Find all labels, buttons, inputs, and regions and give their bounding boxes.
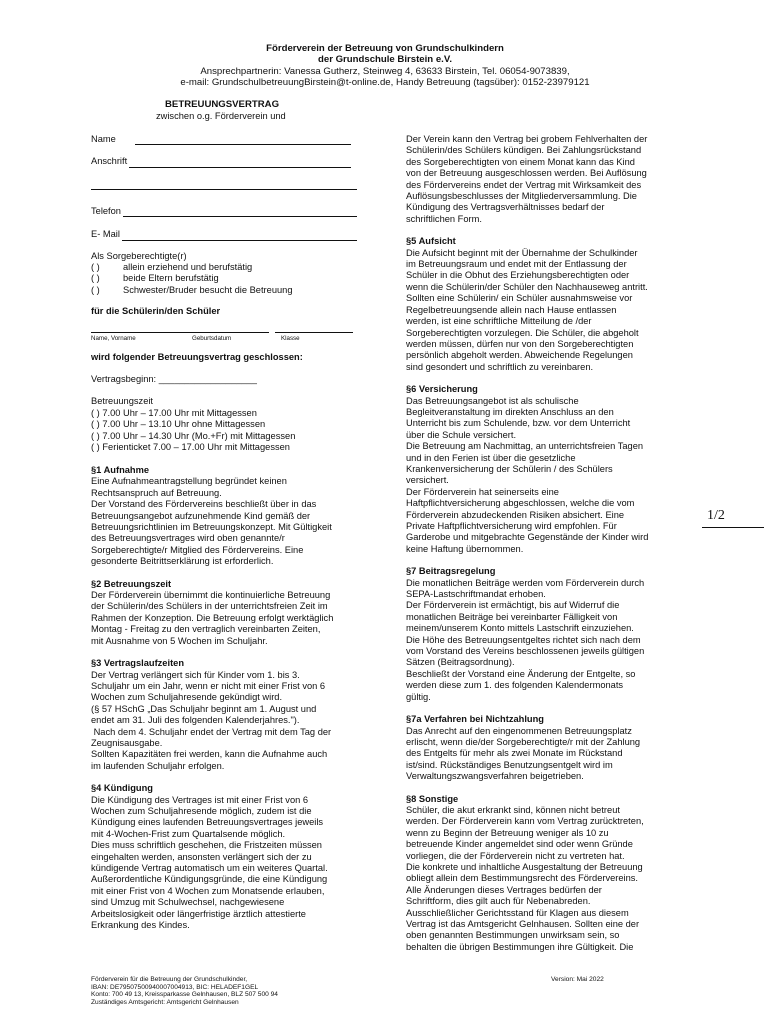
section-line: Schriftform, dies gilt auch für Nebenabreden. bbox=[406, 896, 591, 907]
phone-label: Telefon bbox=[91, 205, 121, 216]
email-field[interactable] bbox=[91, 229, 357, 240]
section-line: Betreuungsrichtlinien im Betreuungskonzept. Mit Gültigkeit bbox=[91, 522, 332, 533]
section-line: Die Betreuung am Nachmittag, an unterrichtsfreien Tagen bbox=[406, 441, 644, 452]
care-time-checkbox[interactable]: ( ) bbox=[91, 419, 100, 430]
section-sonstige bbox=[406, 794, 710, 954]
section-line: Die Höhe des Betreuungsentgeltes richtet sich nach dem bbox=[406, 634, 641, 645]
section-line: persönlich abgeholt werden. Abweichende Regelungen bbox=[406, 350, 633, 361]
section-line: Die Aufsicht beginnt mit der Übernahme der Schulkinder bbox=[406, 247, 638, 258]
section-line: schriftlichen Form. bbox=[406, 213, 482, 224]
section-line: Garderobe und mitgebrachte Gegenstände der Kinder wird bbox=[406, 532, 649, 543]
agreement-line: wird folgender Betreuungsvertrag geschlossen: bbox=[91, 351, 303, 362]
section-line: Schuljahr um ein Jahr, wenn er nicht mit einer Frist von 6 bbox=[91, 680, 326, 691]
section-line: Sätzen (Beitragsordnung). bbox=[406, 657, 515, 668]
guardian-checkbox[interactable]: ( ) bbox=[91, 262, 100, 273]
guardian-option-text: allein erziehend und berufstätig bbox=[123, 262, 253, 273]
section-nichtzahlung bbox=[406, 714, 710, 782]
section-line: werden diese zum 1. des folgenden Kalendermonats bbox=[406, 680, 624, 691]
section-line: SEPA-Lastschriftmandat erhoben. bbox=[406, 589, 546, 600]
footer-line: IBAN: DE79507500940007004913, BIC: HELADEF1GEL bbox=[91, 983, 259, 991]
section-line: von der Betreuung ausgeschlossen werden. Bei Auflösung bbox=[406, 168, 647, 179]
guardian-checkbox[interactable]: ( ) bbox=[91, 273, 100, 284]
section-line: Schüler, die akut erkrankt sind, können nicht betreut bbox=[406, 804, 620, 815]
contact-email: e-mail: GrundschulbetreuungBirstein@t-online.de, Handy Betreuung (tagsüber): 0152-23979121 bbox=[180, 77, 590, 88]
school-name: der Grundschule Birstein e.V. bbox=[318, 54, 452, 65]
section-line: Private Haftpflichtversicherung wird empfohlen. Für bbox=[406, 521, 617, 531]
section-line: Die monatlichen Beiträge werden vom Förderverein durch bbox=[406, 577, 645, 588]
section-line: im Betreuungsraum und endet mit der Entlassung der bbox=[406, 259, 627, 270]
footer-version: Version: Mai 2022 bbox=[551, 976, 604, 983]
section-line: im laufenden Schuljahr erfolgen. bbox=[91, 760, 225, 771]
section-line: Alle Änderungen dieses Vertrages bedürfen der bbox=[406, 884, 602, 895]
section-line: Beschließt der Vorstand eine Änderung der Entgelte, so bbox=[406, 668, 636, 679]
page-number-underline bbox=[702, 527, 764, 528]
section-line: eingehalten werden, ansonsten verlängert sich der zu bbox=[91, 851, 312, 862]
email-label: E- Mail bbox=[91, 229, 120, 240]
section-line: gesonderte Beitrittserklärung ist erforderlich. bbox=[91, 556, 274, 567]
section-line: mit einer Frist von 4 Wochen zum Monatsende erlauben, bbox=[91, 885, 325, 896]
footer-bank-info bbox=[91, 976, 278, 1006]
guardian-label: Als Sorgeberechtigte(r) bbox=[91, 250, 187, 261]
section-line: Ausschließlicher Gerichtsstand für Klagen aus diesem bbox=[406, 907, 629, 918]
section-line: Eine Aufnahmeantragstellung begründet keinen bbox=[91, 476, 287, 487]
section-heading: §3 Vertragslaufzeiten bbox=[91, 658, 185, 669]
name-input-line[interactable] bbox=[135, 135, 351, 145]
section-line: Sorgeberechtigten vorzulegen. Die Schüler, die abgeholt bbox=[406, 327, 639, 338]
section-line: über die Schule versichert. bbox=[406, 429, 517, 440]
care-times-label: Betreuungszeit bbox=[91, 396, 154, 407]
section-line: (§ 57 HSchG „Das Schuljahr beginnt am 1. August und bbox=[91, 703, 317, 714]
care-time-text: 7.00 Uhr – 13.10 Uhr ohne Mittagessen bbox=[102, 419, 266, 430]
right-sections bbox=[406, 134, 710, 953]
student-name-line[interactable] bbox=[91, 332, 269, 333]
section-beitragsregelung bbox=[406, 566, 710, 703]
section-line: und in den Ferien ist über die gesetzliche bbox=[406, 452, 576, 463]
section-line: oben genannten Bestimmungen unwirksam sein, so bbox=[406, 930, 620, 941]
section-line: Der Förderverein hat seinerseits eine bbox=[406, 486, 559, 497]
care-time-checkbox[interactable]: ( ) bbox=[91, 442, 100, 453]
section-line: Montag - Freitag zu den vertraglich vereinbarten Zeiten, bbox=[91, 624, 321, 635]
section-line: Erkrankung des Kindes. bbox=[91, 920, 190, 931]
section-line: werden. Der Förderverein kann vom Vertrag zurücktreten, bbox=[406, 816, 644, 827]
contract-subtitle: zwischen o.g. Förderverein und bbox=[156, 111, 286, 121]
section-heading: §6 Versicherung bbox=[406, 384, 478, 395]
section-line: Krankenversicherung der Schülerin / des Schülers bbox=[406, 463, 613, 474]
email-input-line[interactable] bbox=[122, 231, 357, 241]
section-line: Sollten Kapazitäten frei werden, kann die Aufnahme auch bbox=[91, 749, 328, 760]
section-heading: §8 Sonstige bbox=[406, 793, 459, 804]
section-line: mit Ausnahme von 5 Wochen im Schuljahr. bbox=[91, 635, 268, 646]
section-line: Sorgeberechtigte/r Mitglied des Fördervereins. Eine bbox=[91, 544, 304, 555]
birthdate-label: Geburtsdatum bbox=[192, 334, 232, 342]
section-line: keine Haftung übernommen. bbox=[406, 543, 524, 554]
footer-line: Förderverein für die Betreuung der Grundschulkinder, bbox=[91, 976, 248, 983]
section-line: Der Förderverein ist ermächtigt, bis auf Widerruf die bbox=[406, 600, 620, 611]
section-line: des Fördervereins endet der Vertrag mit Wirksamkeit des bbox=[406, 179, 642, 190]
section-line: Unterricht bis zum Schulende, bzw. vor dem Unterricht bbox=[406, 418, 631, 429]
section-line: Schülerin/des Schülers kündigen. Bei Zahlungsrückstand bbox=[406, 145, 642, 156]
section-line: Zeugnisausgabe. bbox=[91, 737, 163, 748]
section-line: ist/sind. Rückständiges Benutzungsentgelt wird im bbox=[406, 759, 613, 770]
address-input-line[interactable] bbox=[129, 158, 351, 168]
section-line: Kündigung des Vertragsverhältnisses bedarf der bbox=[406, 202, 605, 213]
section-line: Der Vorstand des Fördervereins beschließt über in das bbox=[91, 499, 317, 510]
section-line: mit 4-Wochen-Frist zum Quartalsende möglich. bbox=[91, 828, 286, 839]
phone-field[interactable] bbox=[91, 206, 357, 217]
section-heading: §7a Verfahren bei Nichtzahlung bbox=[406, 714, 544, 725]
section-line: behalten die übrigen Bestimmungen ihre Gültigkeit. Die bbox=[406, 941, 634, 952]
section-line: des Betreuungsvertrages wird oben genannte/r bbox=[91, 533, 285, 544]
section-line: kündigende Vertrag automatisch um ein weiteres Quartal. bbox=[91, 863, 328, 873]
section-line: vom Vorstand des Vereins beschlossenen jeweils gültigen bbox=[406, 646, 645, 657]
section-line: Der Förderverein übernimmt die kontinuierliche Betreuung bbox=[91, 590, 331, 601]
care-time-option[interactable] bbox=[91, 419, 391, 430]
guardian-option[interactable] bbox=[91, 273, 391, 284]
section-line: Verwaltungszwangsverfahren beigetrieben. bbox=[406, 771, 584, 782]
section-line: Das Anrecht auf den eingenommenen Betreuungsplatz bbox=[406, 725, 632, 736]
class-label: Klasse bbox=[281, 334, 300, 342]
care-time-option[interactable] bbox=[91, 408, 391, 419]
student-class-line[interactable] bbox=[275, 332, 353, 333]
section-line: vorliegen, die der Förderverein nicht zu vertreten hat. bbox=[406, 850, 625, 861]
page-number: 1/2 bbox=[707, 508, 725, 523]
section-line: Dies muss schriftlich geschehen, die Fristzeiten müssen bbox=[91, 840, 322, 851]
section-heading: §7 Beitragsregelung bbox=[406, 566, 496, 577]
student-fields bbox=[91, 328, 391, 348]
care-time-text: Ferienticket 7.00 – 17.00 Uhr mit Mittagessen bbox=[102, 442, 290, 453]
section-line: Arbeitslosigkeit oder längerfristige ärztlich attestierte bbox=[91, 908, 306, 919]
care-time-checkbox[interactable]: ( ) bbox=[91, 430, 100, 441]
address-field[interactable] bbox=[91, 156, 351, 167]
section-versicherung bbox=[406, 384, 710, 555]
section-line: wenn die Schülerin/der Schüler den Nachhauseweg antritt. bbox=[406, 281, 648, 292]
section-line: Auflösungsbeschlusses der Mitgliederversammlung. Die bbox=[406, 191, 637, 202]
section-heading: §2 Betreuungszeit bbox=[91, 578, 172, 589]
footer-line: Zuständiges Amtsgericht: Amtsgericht Gelnhausen bbox=[91, 998, 239, 1006]
address-input-line-2[interactable] bbox=[91, 188, 357, 190]
care-time-text: 7.00 Uhr – 14.30 Uhr (Mo.+Fr) mit Mittagessen bbox=[102, 430, 296, 441]
name-label: Name bbox=[91, 134, 116, 144]
section-aufnahme bbox=[91, 465, 391, 568]
left-sections bbox=[91, 465, 391, 931]
section-line: erlischt, wenn die/der Sorgeberechtigte/r mit der Zahlung bbox=[406, 736, 641, 747]
guardian-option[interactable] bbox=[91, 285, 391, 296]
section-line: obliegt allein dem Bestimmungsrecht des Fördervereins. bbox=[406, 873, 639, 884]
section-line: Wochen zum Schuljahresende gekündigt wird. bbox=[91, 692, 283, 703]
section-line: Das Betreuungsangebot ist als schulische bbox=[406, 395, 579, 406]
care-time-option[interactable] bbox=[91, 431, 391, 442]
section-line: des Entgelts für mehr als zwei Monate im Rückstand bbox=[406, 748, 623, 759]
form-area bbox=[91, 134, 391, 454]
name-field[interactable] bbox=[91, 134, 351, 145]
section-line: Kündigung eines laufenden Betreuungsvertrages jeweils bbox=[91, 817, 324, 828]
section-line: gültig. bbox=[406, 691, 431, 702]
section-heading: §1 Aufnahme bbox=[91, 465, 150, 475]
section-line: der Schülerin/des Schülers in der unterrichtsfreien Zeit im bbox=[91, 601, 328, 612]
section-line: Nach dem 4. Schuljahr endet der Vertrag mit dem Tag der bbox=[91, 726, 332, 737]
guardian-option-text: beide Eltern berufstätig bbox=[123, 273, 219, 284]
section-line: Haftpflichtversicherung abgeschlossen, welche die vom bbox=[406, 498, 635, 509]
section-line: Betreuungsangebot aufzunehmende Kind gemäß der bbox=[91, 510, 311, 521]
section-line: werden, ist eine schriftliche Mitteilung de /der bbox=[406, 316, 592, 327]
guardian-option[interactable] bbox=[91, 262, 391, 273]
contract-start-field[interactable]: Vertragsbeginn: ___________________ bbox=[91, 374, 257, 385]
section-line: Außerordentliche Kündigungsgründe, die eine Kündigung bbox=[91, 874, 328, 885]
section-line: Vertrag ist das Amtsgericht Gelnhausen. Sollten eine der bbox=[406, 919, 640, 929]
phone-input-line[interactable] bbox=[123, 207, 357, 217]
footer-line: Konto: 700 49 13, Kreissparkasse Gelnhausen, BLZ 507 500 94 bbox=[91, 991, 278, 999]
section-line: betreuende Kinder angemeldet sind oder wenn Gründe bbox=[406, 839, 633, 850]
section-line: Der Verein kann den Vertrag bei grobem Fehlverhalten der bbox=[406, 134, 648, 144]
section-line: Sollten eine Schülerin/ ein Schüler ausnahmsweise vor bbox=[406, 293, 633, 304]
contact-person: Ansprechpartnerin: Vanessa Gutherz, Steinweg 4, 63633 Birstein, Tel. 06054-9073839, bbox=[200, 66, 570, 77]
section-line: versichert. bbox=[406, 475, 449, 486]
name-firstname-label: Name, Vorname bbox=[91, 334, 136, 342]
care-time-text: 7.00 Uhr – 17.00 Uhr mit Mittagessen bbox=[102, 407, 257, 418]
section-line: sind Umzug mit Schulwechsel, nachgewiesene bbox=[91, 897, 285, 908]
section-kuendigung bbox=[91, 783, 391, 931]
section-line: endet am 31. Juli des folgenden Kalenderjahres."). bbox=[91, 715, 300, 726]
section-line: meinem/unserem Konto mittels Lastschrift einzuziehen. bbox=[406, 623, 634, 634]
address-label: Anschrift bbox=[91, 156, 128, 167]
section-line: sind gesondert und schriftlich zu vereinbaren. bbox=[406, 361, 594, 372]
section-line: Förderverein abzudeckenden Risiken absichert. Eine bbox=[406, 509, 625, 520]
section-line: Der Vertrag verlängert sich für Kinder vom 1. bis 3. bbox=[91, 669, 300, 680]
section-line: Die konkrete und inhaltliche Ausgestaltung der Betreuung bbox=[406, 861, 643, 872]
contract-title: BETREUUNGSVERTRAG bbox=[165, 99, 280, 110]
guardian-option-text: Schwester/Bruder besucht die Betreuung bbox=[123, 284, 293, 295]
section-line: des Sorgeberechtigten von einem Monat kann das Kind bbox=[406, 156, 635, 167]
section-heading: §5 Aufsicht bbox=[406, 236, 456, 247]
section-line: Begleitveranstaltung im direkten Anschluss an den bbox=[406, 406, 614, 417]
section-line: Die Kündigung des Vertrages ist mit einer Frist von 6 bbox=[91, 794, 309, 805]
section-betreuungszeit bbox=[91, 579, 391, 647]
termination-continued bbox=[406, 134, 710, 225]
section-heading: §4 Kündigung bbox=[91, 783, 153, 794]
section-line: Schüler in die Obhut des Erziehungsberechtigten oder bbox=[406, 270, 630, 281]
section-line: Rechtsanspruch auf Betreuung. bbox=[91, 487, 222, 498]
section-line: Rahmen der Konzeption. Die Betreuung erfolgt werktäglich bbox=[91, 612, 334, 623]
care-time-option[interactable] bbox=[91, 442, 391, 453]
care-time-checkbox[interactable]: ( ) bbox=[91, 407, 100, 418]
guardian-checkbox[interactable]: ( ) bbox=[91, 284, 100, 295]
student-heading: für die Schülerin/den Schüler bbox=[91, 306, 221, 317]
section-line: monatlichen Beiträge bei vereinbarter Fälligkeit von bbox=[406, 611, 618, 622]
section-line: werden müssen, dürfen nur von den Sorgeberechtigten bbox=[406, 338, 634, 349]
section-line: Regelbetreuungsende allein nach Hause entlassen bbox=[406, 304, 617, 315]
section-line: wenn zu Beginn der Betreuung weniger als 10 zu bbox=[406, 827, 609, 838]
association-name: Förderverein der Betreuung von Grundschulkindern bbox=[266, 43, 504, 54]
section-vertragslaufzeiten bbox=[91, 658, 391, 772]
section-aufsicht bbox=[406, 236, 710, 373]
section-line: Wochen zum Schuljahresende möglich, zudem ist die bbox=[91, 805, 312, 816]
